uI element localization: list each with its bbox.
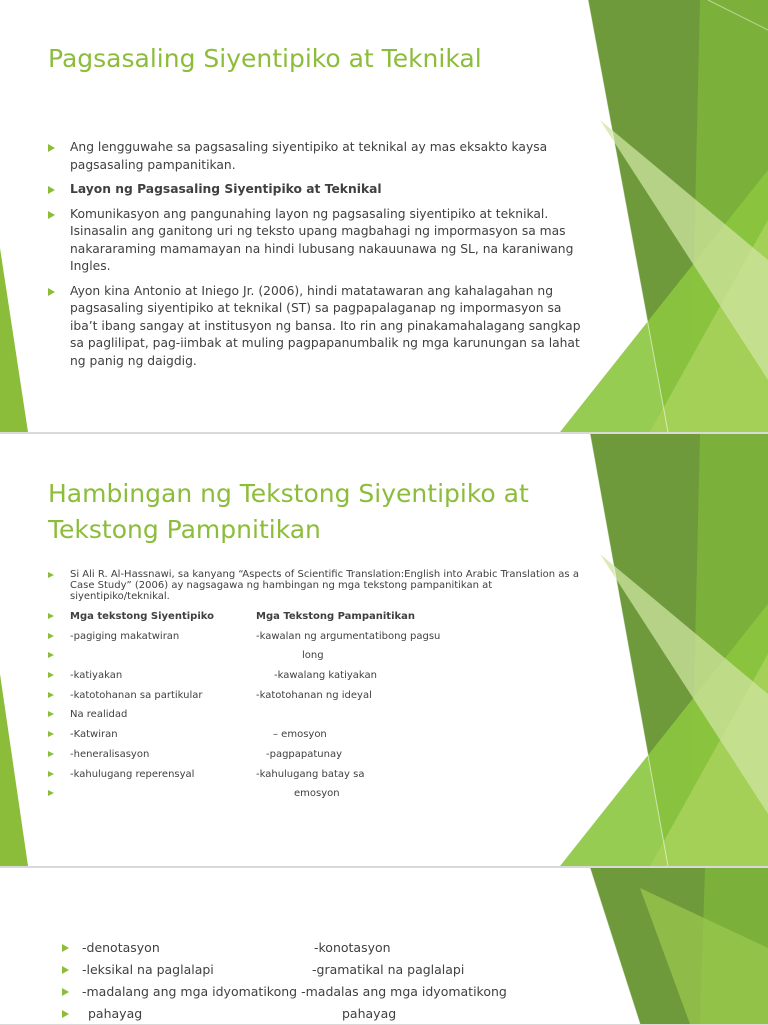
comparison-row: emosyon [48,784,583,804]
list-item: Ayon kina Antonio at Iniego Jr. (2006), hindi matatawaran ang kahalagahan ng pagsasaling siyentipiko at teknikal (ST) sa pagpapalaganap ng impormasyon sa iba’t ibang sangay at institusyon ng bansa. Ito rin ang pinakamahalagang sangkap sa paglilipat, pag-iimbak at muling pagpapanumbalik ng mga karunungan sa lahat ng panig ng daigdig. [48,283,583,371]
bullet-arrow-icon [48,672,54,678]
bullet-arrow-icon [48,613,54,619]
bullet-arrow-icon [62,1010,69,1018]
bullet-arrow-icon [48,771,54,777]
bullet-arrow-icon [48,751,54,757]
comparison-row: -denotasyon -konotasyon [62,937,582,959]
slide-1-title: Pagsasaling Siyentipiko at Teknikal [48,44,482,73]
bullet-arrow-icon [48,211,55,219]
bullet-arrow-icon [48,731,54,737]
bullet-arrow-icon [62,988,69,996]
bullet-arrow-icon [48,288,55,296]
list-item: Si Ali R. Al-Hassnawi, sa kanyang “Aspects of Scientific Translation:English into Arabic Translation as a Case Study” (2006) ay nagsagawa ng hambingan ng mga tekstong pampanitikan at siyentipiko/teknikal. [48,569,583,602]
slide-1-bullet-list [48,139,583,377]
comparison-row: -leksikal na paglalapi -gramatikal na paglalapi [62,959,582,981]
list-item: Komunikasyon ang pangunahing layon ng pagsasaling siyentipiko at teknikal. Isinasalin ang ganitong uri ng teksto upang magbahagi ng impormasyon sa mas nakararaming mamamayan na hindi lubusang nakauunawa ng SL, na karaniwang Ingles. [48,206,583,276]
comparison-row: -pagiging makatwiran -kawalan ng argumentatibong pagsu [48,627,583,647]
comparison-row: -kahulugang reperensyal -kahulugang batay sa [48,765,583,785]
bullet-arrow-icon [48,711,54,717]
comparison-header-row: Mga tekstong Siyentipiko Mga Tekstong Pampanitikan [48,607,583,627]
comparison-row: -katiyakan -kawalang katiyakan [48,666,583,686]
bullet-arrow-icon [62,944,69,952]
comparison-row: long [48,646,583,666]
slide-1 [0,0,768,432]
slide-3-bullet-list [62,937,582,1025]
bullet-arrow-icon [48,186,55,194]
bullet-arrow-icon [48,692,54,698]
bullet-arrow-icon [48,572,54,578]
bullet-arrow-icon [48,790,54,796]
slide-2-title: Hambingan ng Tekstong Siyentipiko at Tekstong Pampnitikan [48,479,529,544]
comparison-row: -madalang ang mga idyomatikong -madalas ang mga idyomatikong [62,981,582,1003]
bullet-arrow-icon [48,144,55,152]
comparison-row: -heneralisasyon -pagpapatunay [48,745,583,765]
comparison-row: -Katwiran – emosyon [48,725,583,745]
bullet-arrow-icon [48,633,54,639]
list-item: Ang lengguwahe sa pagsasaling siyentipiko at teknikal ay mas eksakto kaysa pagsasaling pampanitikan. [48,139,583,174]
slide-2-bullet-list [48,569,583,804]
bullet-arrow-icon [48,652,54,658]
bullet-arrow-icon [62,966,69,974]
comparison-row: pahayag pahayag [62,1003,582,1025]
list-item: Layon ng Pagsasaling Siyentipiko at Teknikal [48,181,583,199]
comparison-row: -katotohanan sa partikular -katotohanan ng ideyal [48,686,583,706]
comparison-row: Na realidad [48,705,583,725]
